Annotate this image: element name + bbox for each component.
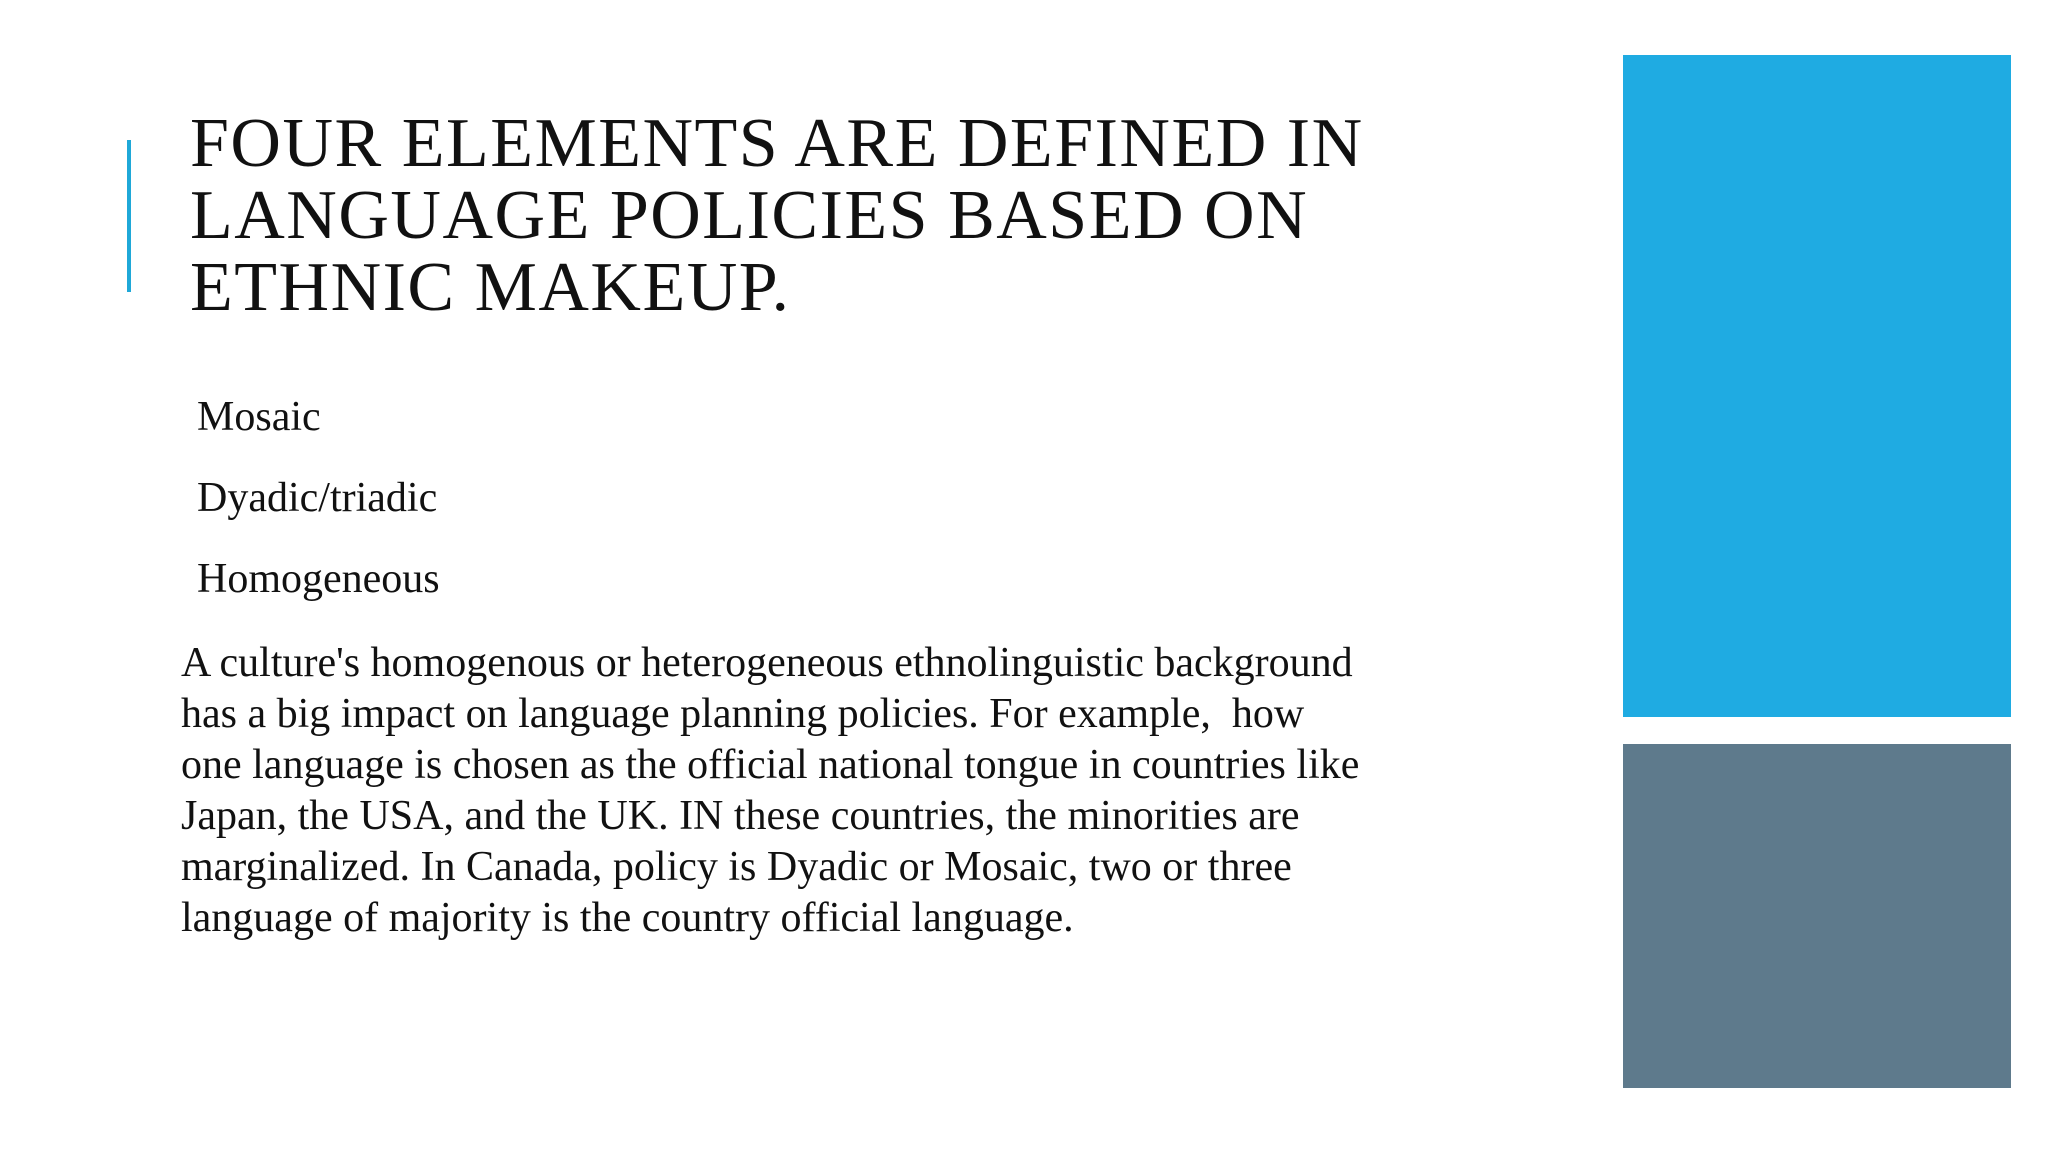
paragraph-line: language of majority is the country official language. [181, 895, 1074, 941]
title-accent-bar [127, 140, 131, 292]
paragraph-line: A culture's homogenous or heterogeneous ethnolinguistic background [181, 640, 1353, 686]
element-list [197, 392, 440, 635]
paragraph-line: marginalized. In Canada, policy is Dyadic or Mosaic, two or three [181, 844, 1292, 890]
title-line: LANGUAGE POLICIES BASED ON [190, 177, 1309, 254]
title-line: FOUR ELEMENTS ARE DEFINED IN [190, 105, 1364, 182]
paragraph-line: Japan, the USA, and the UK. IN these countries, the minorities are [181, 793, 1300, 839]
decorative-slate-block [1623, 744, 2011, 1088]
paragraph-line: one language is chosen as the official national tongue in countries like [181, 742, 1360, 788]
list-item-dyadic-triadic: Dyadic/triadic [197, 475, 438, 521]
slide-title [190, 105, 1510, 326]
paragraph-line: has a big impact on language planning policies. For example, how [181, 691, 1305, 737]
list-item-mosaic: Mosaic [197, 394, 321, 440]
body-paragraph [181, 638, 1581, 944]
title-line: ETHNIC MAKEUP. [190, 249, 791, 326]
decorative-blue-block [1623, 55, 2011, 717]
list-item-homogeneous: Homogeneous [197, 556, 440, 602]
